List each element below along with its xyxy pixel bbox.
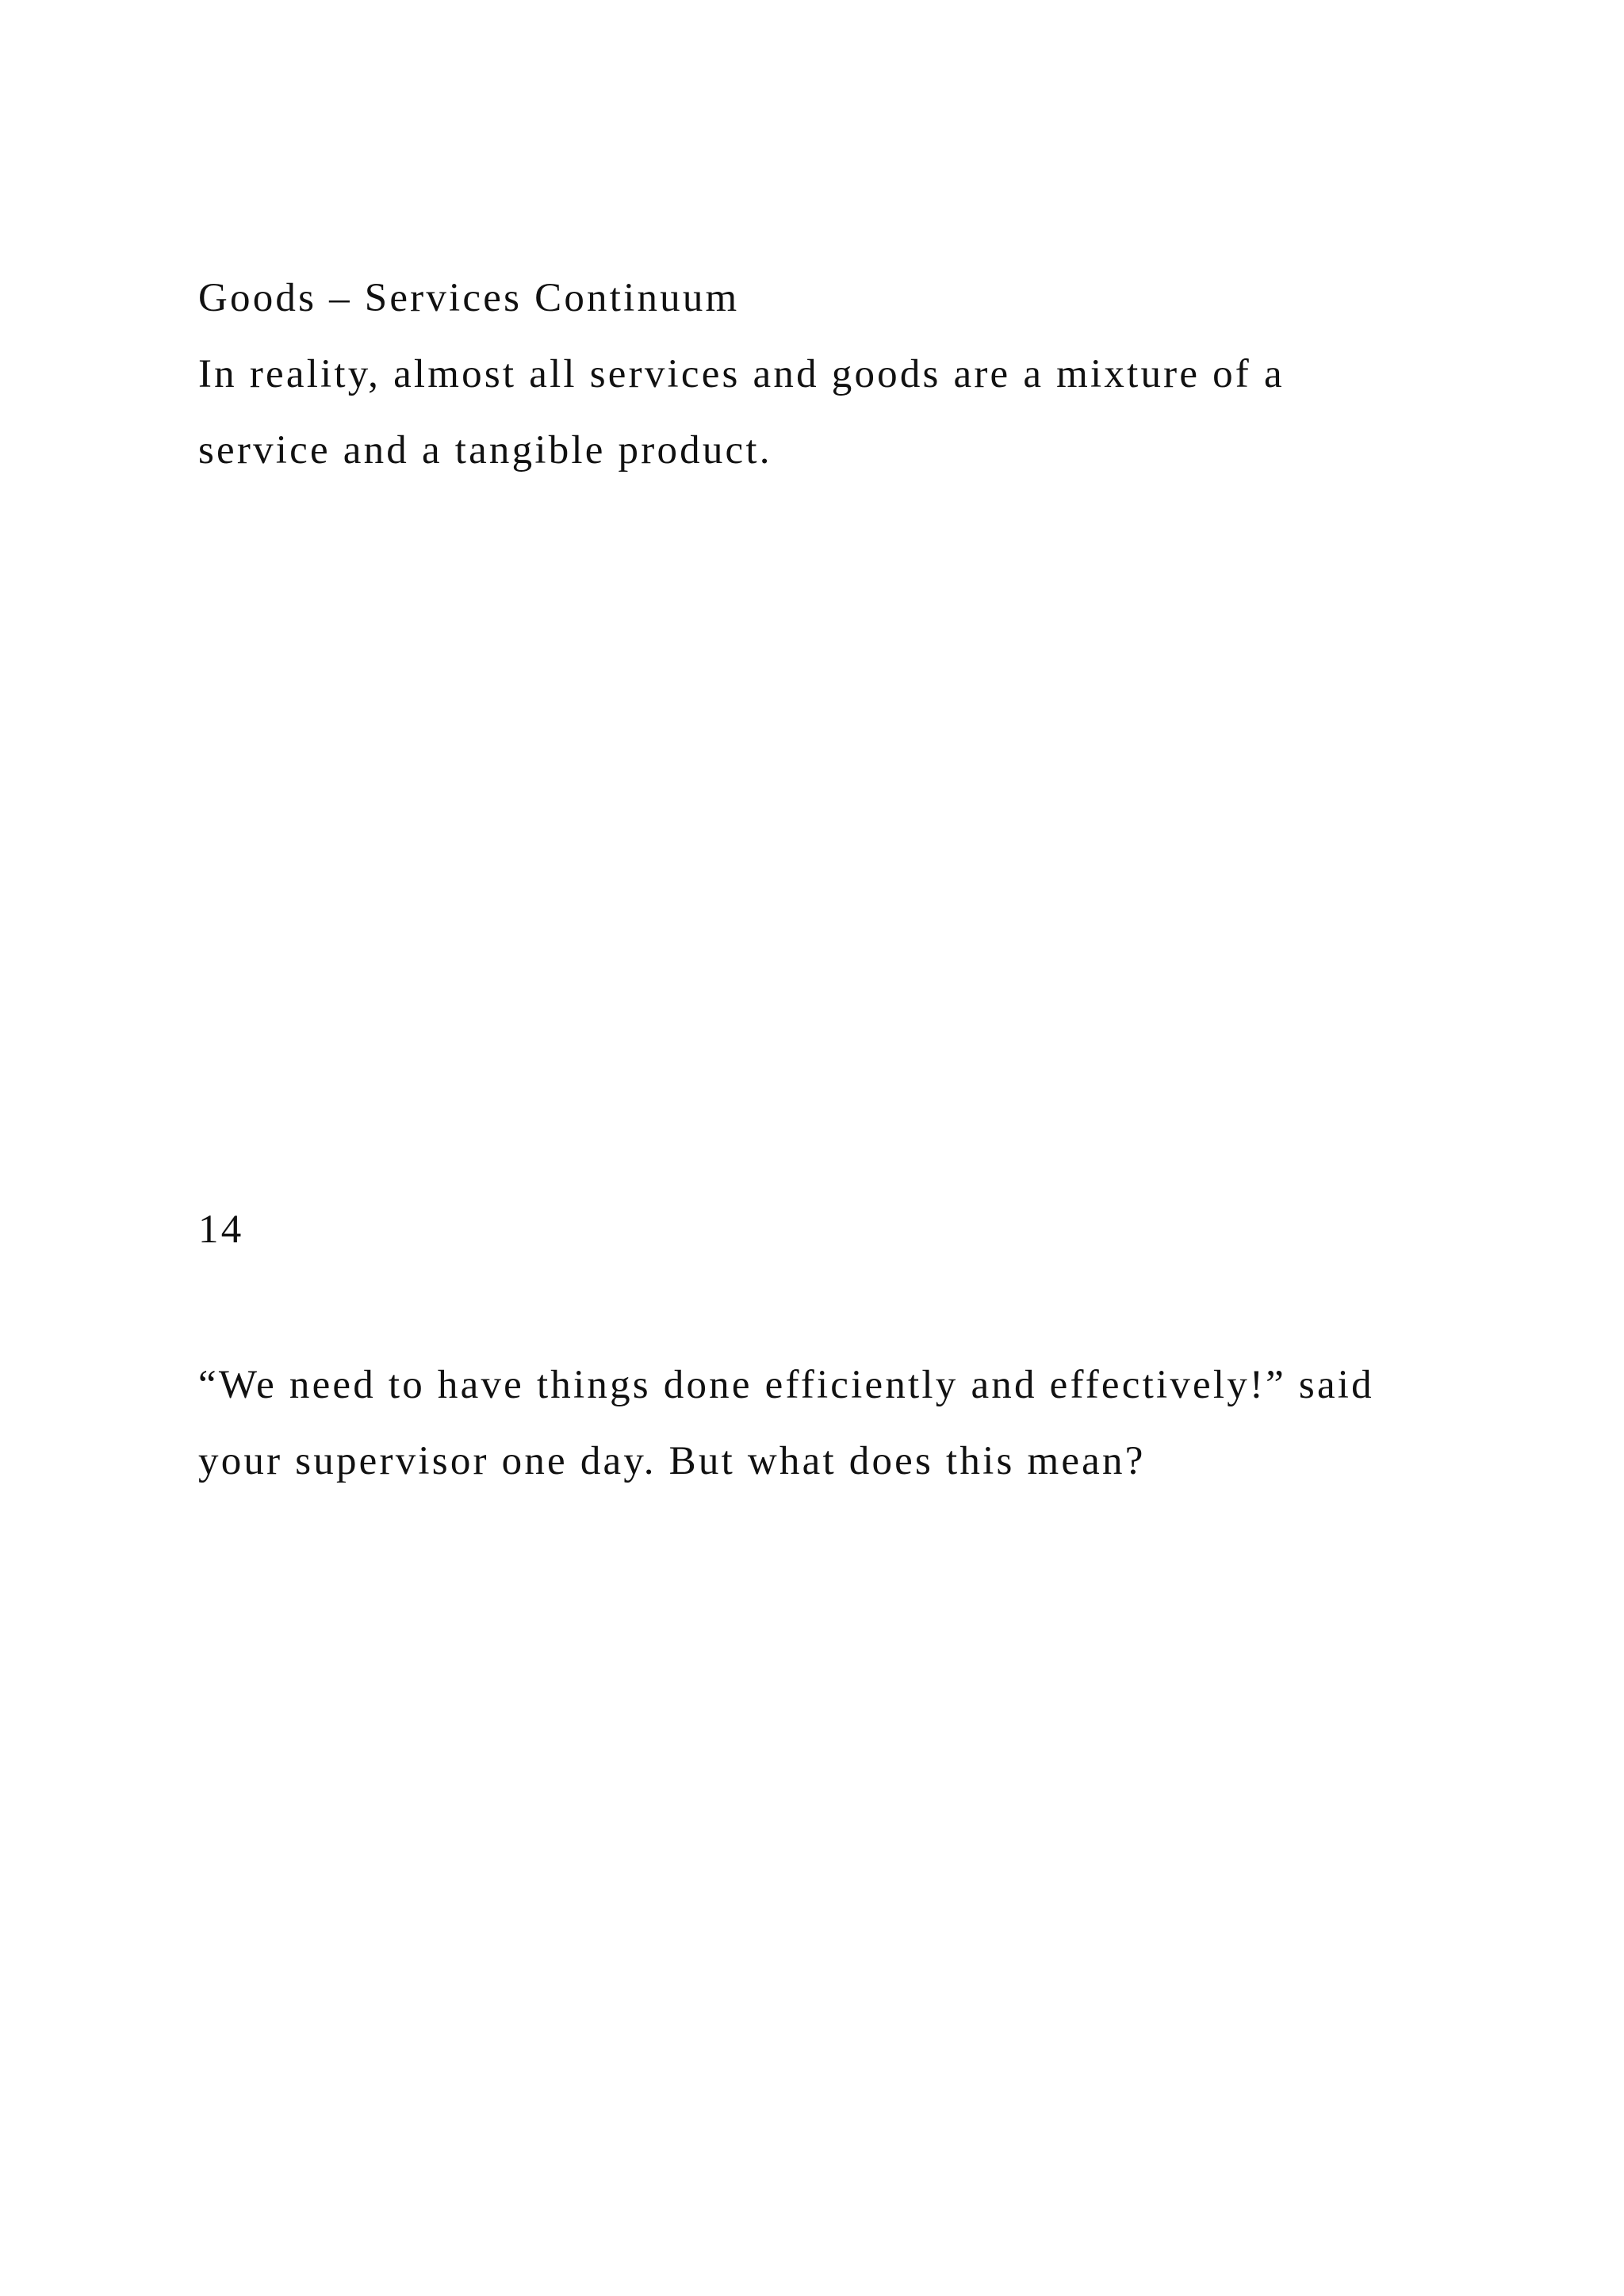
quote-line-1: “We need to have things done efficiently and effectively!” said — [198, 1363, 1374, 1407]
paragraph-line-2: service and a tangible product. — [198, 428, 772, 473]
quote-line-2: your supervisor one day. But what does this mean? — [198, 1439, 1146, 1483]
section-heading: Goods – Services Continuum — [198, 276, 740, 320]
paragraph-line-1: In reality, almost all services and goods are a mixture of a — [198, 352, 1285, 396]
page-number: 14 — [198, 1207, 244, 1252]
